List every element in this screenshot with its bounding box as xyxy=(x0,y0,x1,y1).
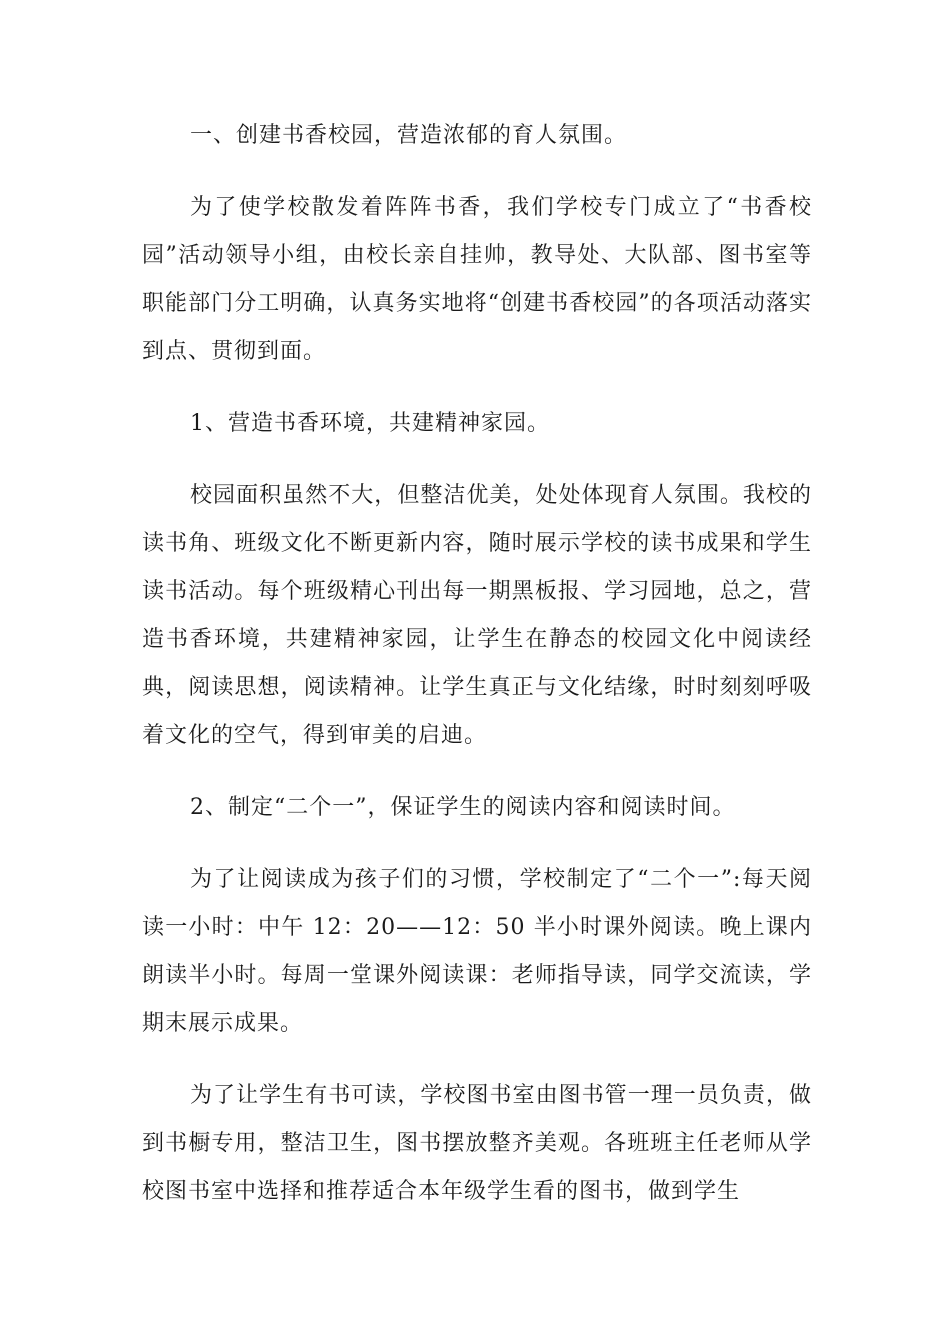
paragraph-reading-schedule: 为了让阅读成为孩子们的习惯，学校制定了“二个一”:每天阅读一小时：中午 12：20——12：50 半小时课外阅读。晚上课内朗读半小时。每周一堂课外阅读课：老师指导读，同学交流读，学期末展示成果。 xyxy=(142,867,812,1036)
paragraph-campus-environment: 校园面积虽然不大，但整洁优美，处处体现育人氛围。我校的读书角、班级文化不断更新内容，随时展示学校的读书成果和学生读书活动。每个班级精心刊出每一期黑板报、学习园地，总之，营造书香环境，共建精神家园，让学生在静态的校园文化中阅读经典，阅读思想，阅读精神。让学生真正与文化结缘，时时刻刻呼吸着文化的空气，得到审美的启迪。 xyxy=(142,483,812,748)
section-heading-1: 一、创建书香校园，营造浓郁的育人氛围。 xyxy=(190,123,628,148)
paragraph-leadership-group: 为了使学校散发着阵阵书香，我们学校专门成立了“书香校园”活动领导小组，由校长亲自挂帅，教导处、大队部、图书室等职能部门分工明确，认真务实地将“创建书香校园”的各项活动落实到点、贯彻到面。 xyxy=(142,195,812,364)
document-page xyxy=(142,112,812,1240)
subsection-heading-2: 2、制定“二个一”，保证学生的阅读内容和阅读时间。 xyxy=(190,795,736,820)
paragraph-library: 为了让学生有书可读，学校图书室由图书管一理一员负责，做到书橱专用，整洁卫生，图书摆放整齐美观。各班班主任老师从学校图书室中选择和推荐适合本年级学生看的图书，做到学生 xyxy=(142,1083,812,1204)
subsection-heading-1: 1、营造书香环境，共建精神家园。 xyxy=(190,411,550,436)
